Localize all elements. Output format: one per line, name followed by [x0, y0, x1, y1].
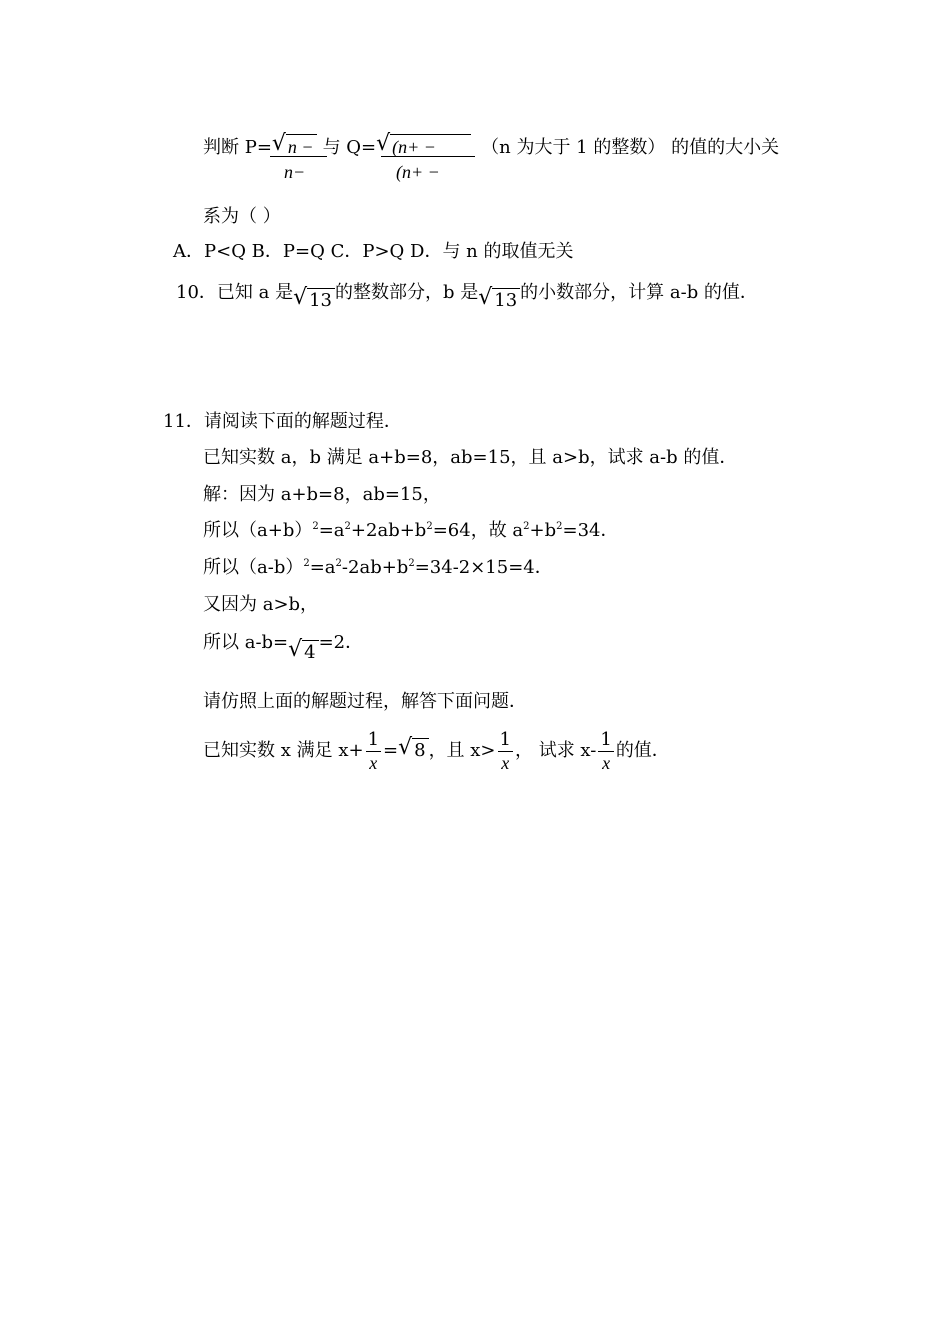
q-denominator: (n+ −: [396, 162, 440, 182]
problem-mid: ，且 x>: [428, 740, 496, 761]
q10-end: 的小数部分，计算 a-b 的值．: [520, 282, 758, 303]
exponent-2: 2: [523, 521, 530, 532]
sol2-part: 所以（a+b）: [203, 520, 313, 541]
exponent-2: 2: [335, 558, 342, 569]
frac-den: x: [602, 752, 611, 773]
exponent-2: 2: [312, 521, 319, 532]
frac-num: 1: [499, 728, 511, 750]
q11-title: 11．请阅读下面的解题过程．: [163, 411, 402, 432]
radicand-4: 4: [302, 640, 318, 665]
q11-solution-4: 又因为 a>b，: [203, 594, 319, 615]
fraction-1-over-x: [498, 729, 513, 774]
q11-problem: [203, 727, 670, 775]
sol3-part: 所以（a-b）: [203, 557, 304, 578]
sqrt-13-a: √ 13: [293, 288, 335, 313]
q-numerator: (n+ −: [390, 134, 471, 159]
sqrt-13-b: √ 13: [478, 288, 520, 313]
exponent-2: 2: [344, 521, 351, 532]
sol2-part: =a: [318, 520, 345, 541]
problem-mid-2: ， 试求 x-: [514, 740, 597, 761]
radicand-8: 8: [412, 738, 428, 763]
fraction-1-over-x: [598, 729, 613, 774]
q10-line: [176, 280, 758, 311]
exponent-2: 2: [426, 521, 433, 532]
p-fraction-bar: [270, 156, 327, 157]
q11-solution-5: [203, 630, 364, 663]
q11-solution-2: [203, 519, 619, 543]
sol3-part: =34-2×15=4．: [414, 557, 553, 578]
equals-sign: =: [383, 740, 399, 761]
q11-imitate: 请仿照上面的解题过程，解答下面问题．: [203, 691, 527, 712]
q9-suffix: （n 为大于 1 的整数） 的值的大小关: [481, 137, 780, 158]
sol2-part: =64，故 a: [432, 520, 524, 541]
q9-continuation: 系为（ ）: [203, 206, 281, 227]
radicand-13-b: 13: [492, 288, 520, 313]
frac-num: 1: [367, 728, 380, 750]
fraction-1-over-x: [366, 729, 381, 774]
q11-solution-3: [203, 556, 553, 580]
frac-den: x: [369, 752, 378, 773]
exponent-2: 2: [408, 558, 415, 569]
q11-solution-1: 解：因为 a+b=8，ab=15，: [203, 484, 441, 505]
q-numerator-radical: √ (n+ −: [376, 134, 471, 160]
p-denominator: n−: [284, 162, 306, 182]
q10-mid: 的整数部分，b 是: [335, 282, 479, 303]
p-numerator: n −: [286, 134, 317, 159]
sol2-part: +b: [529, 520, 557, 541]
frac-den: x: [501, 752, 510, 773]
sol2-part: +2ab+b: [350, 520, 427, 541]
sol3-part: =a: [309, 557, 336, 578]
problem-start: 已知实数 x 满足 x+: [203, 740, 364, 761]
problem-end: 的值．: [615, 740, 670, 761]
sqrt-8: √ 8: [398, 738, 428, 763]
q9-mid: 与 Q=: [322, 137, 377, 158]
q11-given: 已知实数 a，b 满足 a+b=8，ab=15，且 a>b，试求 a-b 的值．: [203, 447, 738, 468]
q9-options: A．P<Q B．P=Q C．P>Q D．与 n 的取值无关: [173, 241, 574, 262]
q9-prefix: 判断 P=: [203, 137, 272, 158]
exponent-2: 2: [556, 521, 563, 532]
radicand-13-a: 13: [307, 288, 335, 313]
sol5-end: =2．: [318, 632, 364, 653]
frac-num: 1: [600, 728, 612, 750]
exponent-2: 2: [303, 558, 310, 569]
sol3-part: -2ab+b: [341, 557, 409, 578]
sol2-part: =34．: [562, 520, 619, 541]
q-fraction-bar: [381, 156, 475, 157]
sqrt-4: √ 4: [288, 640, 318, 665]
p-numerator-radical: √ n −: [272, 134, 317, 160]
q10-start: 10．已知 a 是: [176, 282, 294, 303]
sol5-start: 所以 a-b=: [203, 632, 289, 653]
